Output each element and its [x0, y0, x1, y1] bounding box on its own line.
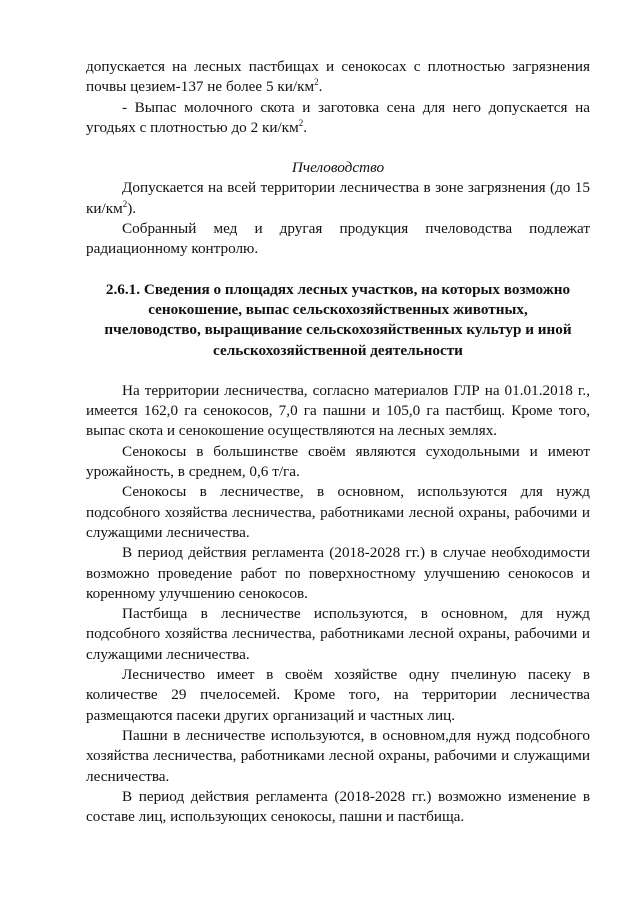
superscript: 2	[298, 117, 304, 128]
top-paragraph-1	[86, 57, 590, 98]
punctuation: .	[318, 78, 323, 96]
section-paragraph: Пашни в лесничестве используются, в основном,для нужд подсобного хозяйства лесничества, работниками лесной охраны, рабочими и служащими лесничества.	[86, 726, 590, 785]
section-heading: 2.6.1. Сведения о площадях лесных участков, на которых возможно сенокошение, выпас сельскохозяйственных животных, пчеловодство, выращивание сельскохозяйственных культур и иной сельскохозяйственной деятельности	[104, 280, 572, 359]
section-paragraph: На территории лесничества, согласно материалов ГЛР на 01.01.2018 г., имеется 162,0 га сенокосов, 7,0 га пашни и 105,0 га пастбищ. Кроме того, выпас скота и сенокошение осуществляются на лесных землях.	[86, 381, 590, 440]
beekeeping-paragraph-1	[86, 178, 590, 219]
beekeeping-paragraph-2: Собранный мед и другая продукция пчеловодства подлежат радиационному контролю.	[86, 220, 590, 258]
beekeeping-subtitle: Пчеловодство	[291, 159, 385, 177]
section-paragraph: Лесничество имеет в своём хозяйстве одну пчелиную пасеку в количестве 29 пчелосемей. Кроме того, на территории лесничества размещаются пасеки других организаций и частных лиц.	[86, 666, 590, 724]
superscript: 2	[314, 77, 319, 88]
document-page	[86, 57, 590, 827]
superscript: 2	[122, 198, 128, 209]
punctuation: .	[303, 118, 307, 136]
top-text-2: - Выпас молочного скота и заготовка сена для него допускается на угодьях с плотностью до 2 ки/км	[86, 98, 590, 136]
section-paragraph: В период действия регламента (2018-2028 гг.) в случае необходимости возможно проведение работ по поверхностному улучшению сенокосов и коренному улучшению сенокосов.	[86, 544, 590, 602]
beekeeping-text-1: Допускается на всей территории лесничества в зоне загрязнения (до 15 ки/км	[86, 179, 590, 217]
section-paragraph: В период действия регламента (2018-2028 гг.) возможно изменение в составе лиц, использующих сенокосы, пашни и пастбища.	[86, 787, 590, 826]
section-paragraph: Сенокосы в большинстве своём являются суходольными и имеют урожайность, в среднем, 0,6 т/га.	[86, 442, 590, 481]
section-paragraph: Пастбища в лесничестве используются, в основном, для нужд подсобного хозяйства лесничества, работниками лесной охраны, рабочими и служащими лесничества.	[86, 605, 590, 663]
top-paragraph-2	[86, 98, 590, 139]
section-paragraph: Сенокосы в лесничестве, в основном, используются для нужд подсобного хозяйства лесничества, работниками лесной охраны, рабочими и служащими лесничества.	[86, 483, 590, 541]
punctuation: ).	[127, 199, 137, 217]
top-text-1: допускается на лесных пастбищах и сенокосах с плотностью загрязнения почвы цезием-137 не более 5 ки/км	[86, 58, 590, 96]
